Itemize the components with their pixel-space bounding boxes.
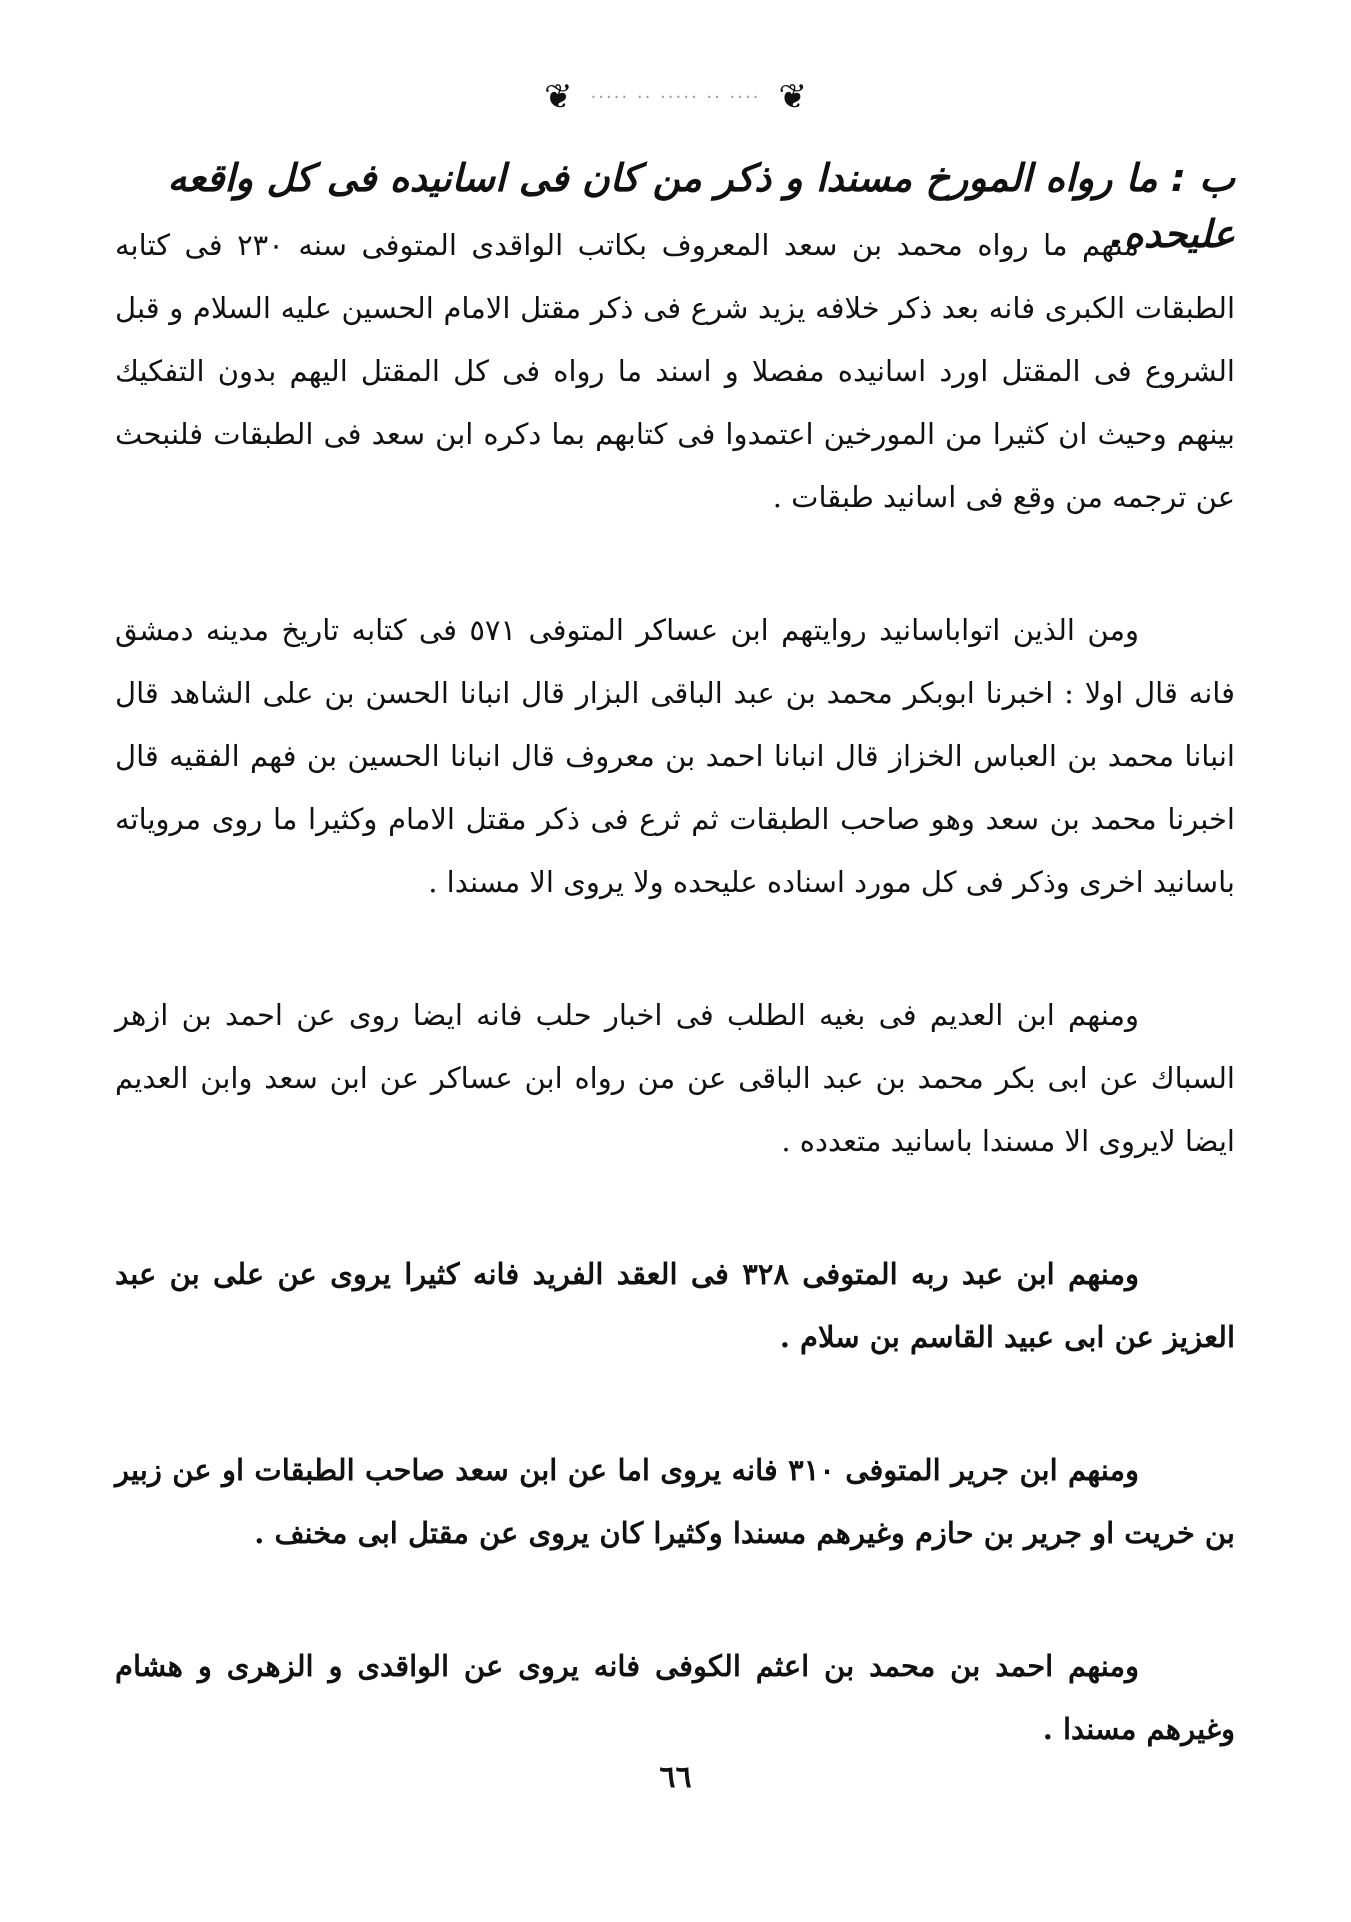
body-text [115, 214, 1235, 1831]
paragraph-6: ومنهم احمد بن محمد بن اعثم الكوفى فانه يروى عن الواقدى و الزهرى و هشام وغيرهم مسندا . [115, 1649, 1235, 1746]
paragraph-3: ومنهم ابن العديم فى بغيه الطلب فى اخبار حلب فانه ايضا روى عن احمد بن ازهر السباك عن ابى بكر محمد بن عبد الباقى عن من رواه ابن عساكر عن ابن سعد وابن العديم ايضا لايروى الا مسندا باسانيد متعدده . [115, 998, 1235, 1158]
section-title: ب : ما رواه المورخ مسندا و ذكر من كان فى اسانيده فى كل واقعه عليحده. [167, 156, 1235, 256]
faded-header-text: ···· ·· ····· ·· ····· [590, 86, 761, 108]
paragraph-4: ومنهم ابن عبد ربه المتوفى ٣٢٨ فى العقد الفريد فانه كثيرا يروى عن على بن عبد العزيز عن ابى عبيد القاسم بن سلام . [115, 1257, 1235, 1354]
ornament-left-icon: ❦ [544, 77, 573, 117]
paragraph-2: ومن الذين اتواباسانيد روايتهم ابن عساكر المتوفى ٥٧١ فى كتابه تاريخ مدينه دمشق فانه قال اولا : اخبرنا ابوبكر محمد بن عبد الباقى البزار قال انبانا الحسن بن على الشاهد قال انبانا محمد بن العباس الخزاز قال انبانا احمد بن معروف قال انبانا الحسين بن فهم الفقيه قال اخبرنا محمد بن سعد وهو صاحب الطبقات ثم ثرع فى ذكر مقتل الامام وكثيرا ما روى مروياته باسانيد اخرى وذكر فى كل مورد اسناده عليحده ولا يروى الا مسندا . [115, 613, 1235, 899]
page-header [0, 72, 1351, 122]
paragraph-5: ومنهم ابن جرير المتوفى ٣١٠ فانه يروى اما عن ابن سعد صاحب الطبقات او عن زبير بن خريت او جرير بن حازم وغيرهم مسندا وكثيرا كان يروى عن مقتل ابى مخنف . [115, 1453, 1235, 1550]
paragraph-1: منهم ما رواه محمد بن سعد المعروف بكاتب الواقدى المتوفى سنه ٢٣٠ فى كتابه الطبقات الكبرى فانه بعد ذكر خلافه يزيد شرع فى ذكر مقتل الامام الحسين عليه السلام و قبل الشروع فى المقتل اورد اسانيده مفصلا و اسند ما رواه فى كل المقتل اليهم بدون التفكيك بينهم وحيث ان كثيرا من المورخين اعتمدوا فى كتابهم بما دكره ابن سعد فى الطبقات فلنبحث عن ترجمه من وقع فى اسانيد طبقات . [115, 228, 1235, 514]
ornament-right-icon: ❦ [778, 77, 807, 117]
page-number: ٦٦ [659, 1760, 692, 1795]
